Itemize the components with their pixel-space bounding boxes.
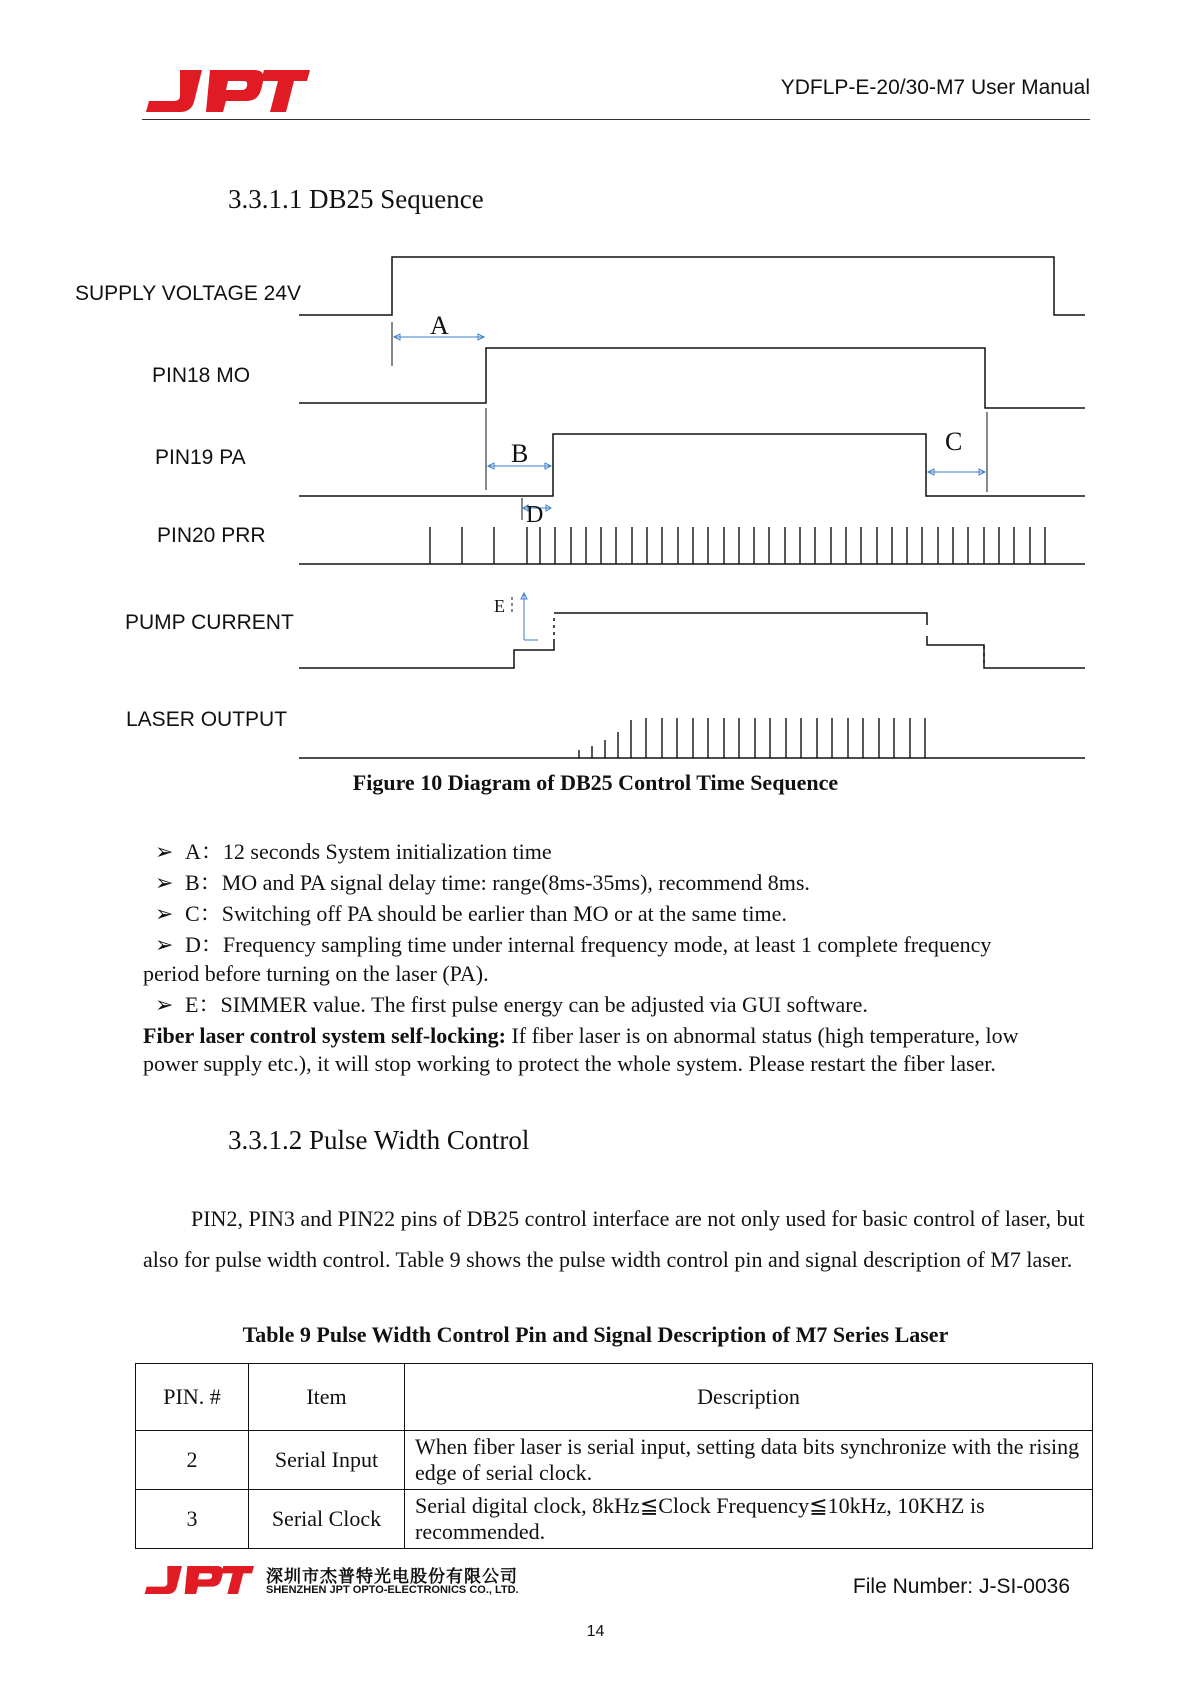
signal-label-pin19-pa: PIN19 PA (155, 446, 246, 469)
self-locking-text: If fiber laser is on abnormal status (high temperature, low power supply etc.), it will stop working to protect the whole system. Please restart the fiber laser. (143, 1023, 1019, 1076)
file-number: File Number: J-SI-0036 (852, 1575, 1070, 1598)
dimension-d (522, 498, 551, 528)
table-row (136, 1431, 1093, 1490)
table-cell: Serial Clock (249, 1490, 405, 1549)
pulse-width-paragraph: PIN2, PIN3 and PIN22 pins of DB25 control interface are not only used for basic control of laser, but also for pulse width control. Table 9 shows the pulse width control pin and signal description of M7 laser. (143, 1206, 1085, 1272)
signal-label-pin20-prr: PIN20 PRR (157, 524, 266, 547)
bullet-arrow-icon: ➢ (155, 870, 174, 895)
waveform-pin18-mo (299, 348, 1085, 408)
table-header-cell: PIN. # (136, 1364, 249, 1431)
table-header-cell: Description (405, 1364, 1093, 1431)
bullet-arrow-icon: ➢ (155, 839, 174, 864)
bullet-b: ➢ B：MO and PA signal delay time: range(8ms-35ms), recommend 8ms. (155, 870, 810, 895)
figure-caption: Figure 10 Diagram of DB25 Control Time Sequence (352, 770, 839, 795)
waveform-supply-voltage (299, 257, 1085, 315)
dimension-b (486, 408, 551, 490)
svg-text:A: A (430, 311, 449, 340)
table-cell: Serial digital clock, 8kHz≦Clock Frequency≦10kHz, 10KHZ is recommended. (405, 1490, 1093, 1549)
table-cell: 3 (136, 1490, 249, 1549)
section-heading-db25-sequence: 3.3.1.1 DB25 Sequence (228, 184, 484, 214)
bullet-d-continuation: period before turning on the laser (PA). (143, 961, 489, 986)
pulse-width-pin-table (135, 1363, 1093, 1549)
signal-label-laser-output: LASER OUTPUT (126, 708, 288, 731)
footer-company-name-cn: 深圳市杰普特光电股份有限公司 (266, 1567, 518, 1586)
bullet-arrow-icon: ➢ (155, 992, 174, 1017)
svg-text:C: C (945, 427, 963, 456)
svg-text:E: E (494, 596, 505, 616)
table-header-cell: Item (249, 1364, 405, 1431)
waveform-pin19-pa (299, 434, 1085, 496)
bullet-arrow-icon: ➢ (155, 901, 174, 926)
table-caption: Table 9 Pulse Width Control Pin and Signal Description of M7 Series Laser (242, 1322, 949, 1347)
dimension-c (928, 412, 987, 492)
timing-diagram (60, 240, 1110, 770)
dimension-a (392, 311, 484, 366)
bullet-d: ➢ D：Frequency sampling time under internal frequency mode, at least 1 complete frequency (155, 932, 992, 957)
signal-label-supply-voltage: SUPPLY VOLTAGE 24V (75, 282, 302, 305)
footer-company-name-en: SHENZHEN JPT OPTO-ELECTRONICS CO., LTD. (266, 1584, 519, 1596)
header-divider (142, 119, 1090, 120)
waveform-pump-current-on (554, 613, 927, 625)
footer-jpt-logo (142, 1564, 254, 1596)
table-cell: When fiber laser is serial input, setting data bits synchronize with the rising edge of serial clock. (405, 1431, 1093, 1490)
section-heading-pulse-width-control: 3.3.1.2 Pulse Width Control (228, 1125, 530, 1155)
signal-label-pump-current: PUMP CURRENT (125, 611, 294, 634)
bullet-a: ➢ A：12 seconds System initialization time (155, 839, 552, 864)
table-cell: Serial Input (249, 1431, 405, 1490)
svg-text:D: D (526, 502, 544, 528)
waveform-pump-current-off (927, 636, 1085, 668)
bullet-arrow-icon: ➢ (155, 932, 174, 957)
document-title: YDFLP-E-20/30-M7 User Manual (780, 76, 1090, 99)
jpt-logo (142, 68, 310, 114)
self-locking-paragraph (143, 1022, 1078, 1078)
svg-text:B: B (511, 439, 529, 468)
bullet-c: ➢ C：Switching off PA should be earlier than MO or at the same time. (155, 901, 787, 926)
page-number: 14 (586, 1623, 605, 1640)
self-locking-label: Fiber laser control system self-locking: (143, 1023, 506, 1048)
table-row (136, 1490, 1093, 1549)
bullet-e: ➢ E：SIMMER value. The first pulse energy can be adjusted via GUI software. (155, 992, 868, 1017)
waveform-pump-current (299, 639, 554, 668)
waveform-pin20-prr-pulses (430, 527, 1045, 564)
signal-label-pin18-mo: PIN18 MO (152, 364, 251, 387)
dimension-e (494, 593, 538, 640)
waveform-laser-output-pulses (579, 718, 925, 758)
table-cell: 2 (136, 1431, 249, 1490)
table-header-row (136, 1364, 1093, 1431)
